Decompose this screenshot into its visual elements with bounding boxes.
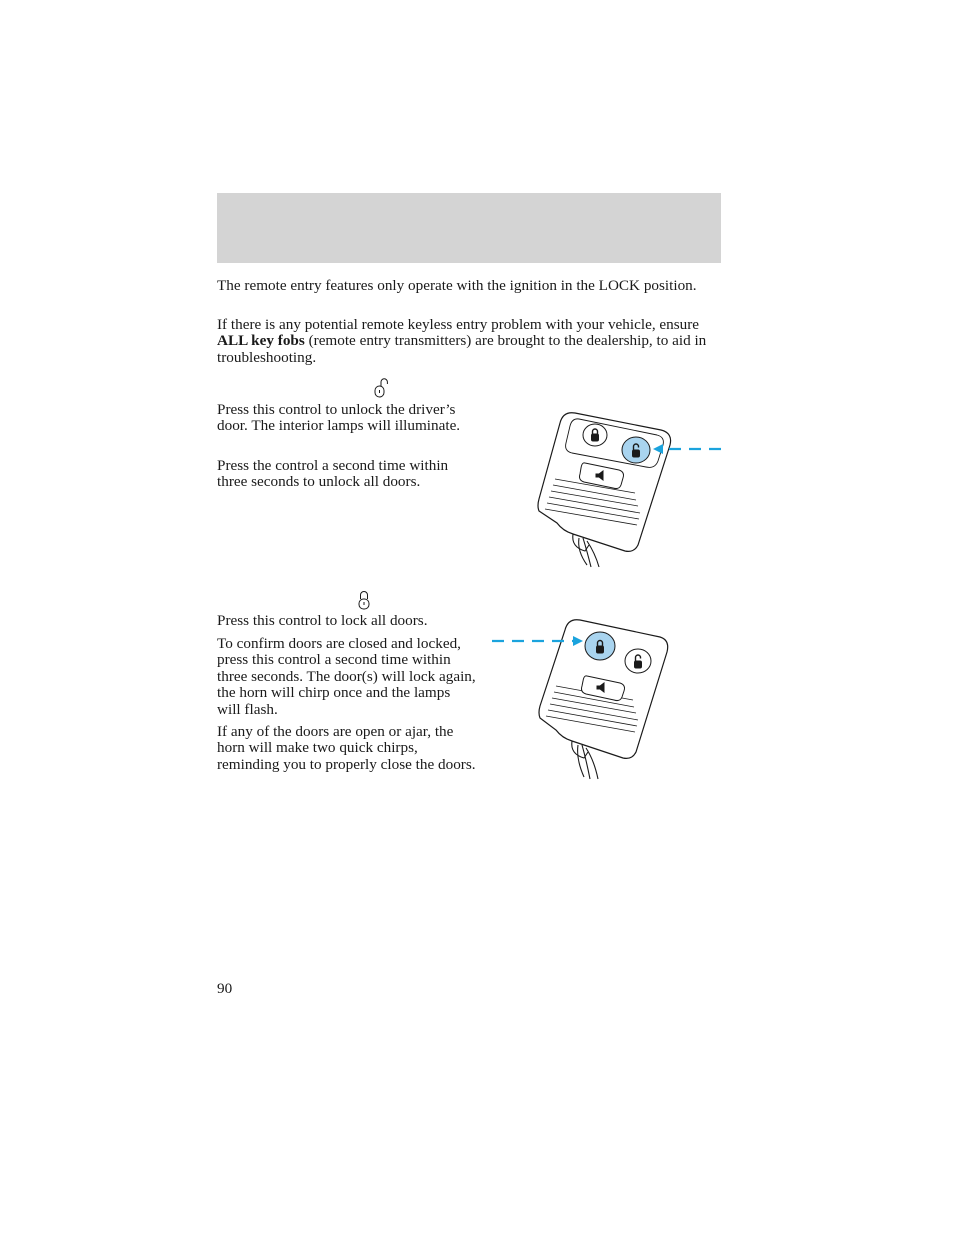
- unlock-paragraph-all-doors: Press the control a second time within three seconds to unlock all doors.: [217, 457, 449, 491]
- page-number: 90: [217, 980, 233, 997]
- lock-button: [583, 424, 607, 446]
- lock-button-highlighted: [585, 632, 615, 660]
- unlock-button: [625, 649, 651, 673]
- lock-paragraph-all-doors: Press this control to lock all doors.: [217, 612, 428, 629]
- intro-paragraph-key-fobs: If there is any potential remote keyless entry problem with your vehicle, ensure ALL key fobs (remote entry transmitters) are brought to the dealership, to aid in troubleshooting.: [217, 316, 707, 366]
- intro-paragraph-ignition: The remote entry features only operate with the ignition in the LOCK position.: [217, 277, 697, 294]
- lock-symbol-icon: [356, 589, 372, 611]
- unlock-button-highlighted: [622, 437, 650, 463]
- key-fob-lock-illustration: [490, 617, 675, 782]
- section-header-band: [217, 193, 721, 263]
- lock-paragraph-ajar: If any of the doors are open or ajar, the horn will make two quick chirps, reminding you to properly close the doors.: [217, 723, 476, 773]
- emphasis-all-key-fobs: ALL key fobs: [217, 332, 305, 350]
- unlock-symbol-icon: [372, 377, 390, 399]
- key-fob-unlock-illustration: [535, 405, 725, 570]
- lock-paragraph-confirm: To confirm doors are closed and locked, press this control a second time within three seconds. The door(s) will lock again, the horn will chirp once and the lamps will flash.: [217, 635, 476, 718]
- unlock-paragraph-driver-door: Press this control to unlock the driver’s door. The interior lamps will illuminate.: [217, 401, 461, 435]
